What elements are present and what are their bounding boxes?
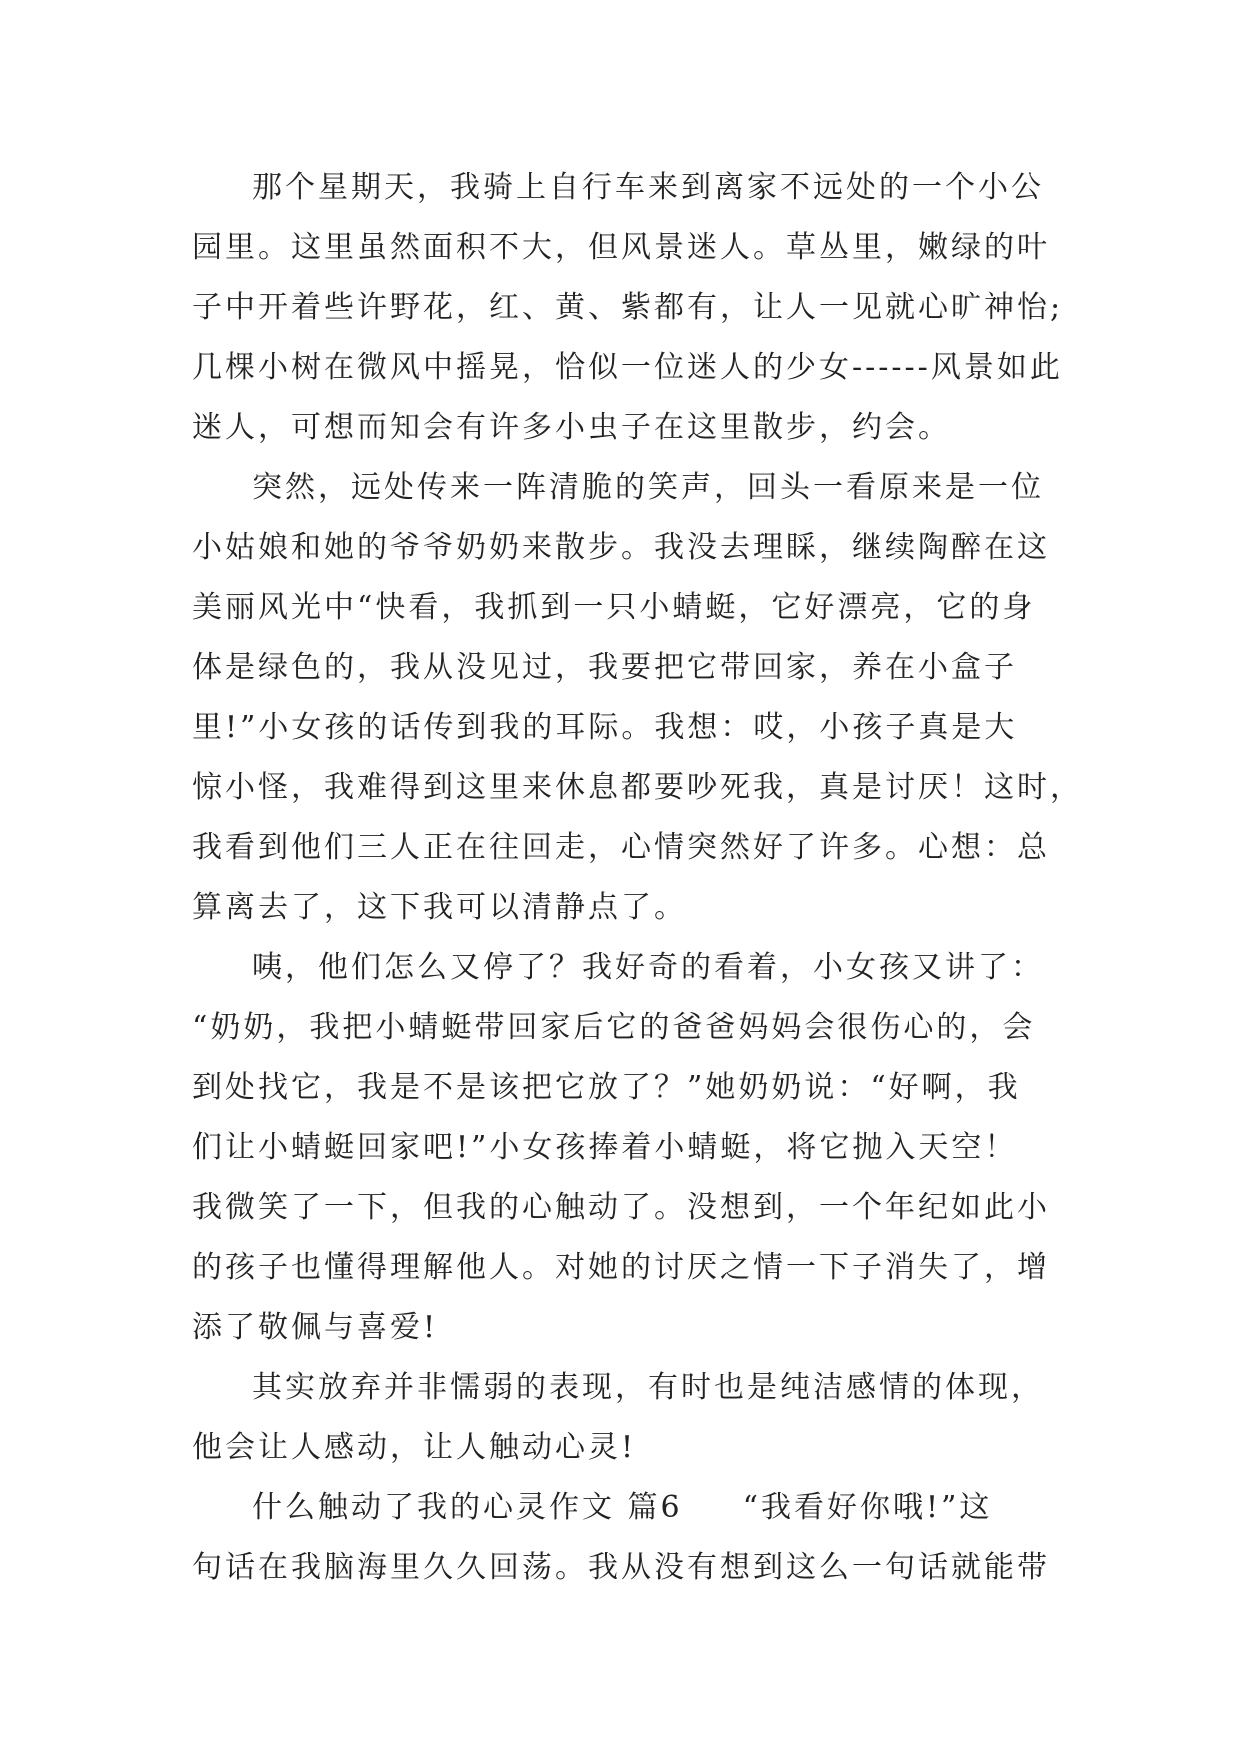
text-line: 们让小蜻蜓回家吧!”小女孩捧着小蜻蜓，将它抛入天空！	[192, 1130, 1018, 1165]
essay-body	[192, 158, 1083, 1598]
text-line: 算离去了，这下我可以清静点了。	[192, 890, 687, 925]
paragraph-3	[192, 938, 1062, 1358]
paragraph-5	[192, 1478, 1062, 1598]
text-line: 惊小怪，我难得到这里来休息都要吵死我，真是讨厌！这时，	[192, 770, 1083, 805]
text-line: 里!”小女孩的话传到我的耳际。我想：哎，小孩子真是大	[192, 710, 1018, 745]
text-line: “奶奶，我把小蜻蜓带回家后它的爸爸妈妈会很伤心的，会	[192, 1010, 1036, 1045]
text-line: 几棵小树在微风中摇晃，恰似一位迷人的少女------风景如此	[192, 350, 1063, 385]
text-line: 小姑娘和她的爷爷奶奶来散步。我没去理睬，继续陶醉在这	[192, 530, 1050, 565]
text-line: 到处找它，我是不是该把它放了？”她奶奶说：“好啊，我	[192, 1070, 1021, 1105]
text-line: 添了敬佩与喜爱!	[192, 1310, 439, 1345]
section-heading: 什么触动了我的心灵作文 篇6	[252, 1490, 683, 1525]
text-line: 我微笑了一下，但我的心触动了。没想到，一个年纪如此小	[192, 1190, 1050, 1225]
paragraph-1	[192, 158, 1062, 458]
text-line: 的孩子也懂得理解他人。对她的讨厌之情一下子消失了，增	[192, 1250, 1050, 1285]
paragraph-4	[192, 1358, 1062, 1478]
text-line: 园里。这里虽然面积不大，但风景迷人。草丛里，嫩绿的叶	[192, 230, 1050, 265]
text-line: 突然，远处传来一阵清脆的笑声，回头一看原来是一位	[252, 470, 1044, 505]
text-fragment: “我看好你哦!”这	[742, 1490, 993, 1525]
text-line: 迷人，可想而知会有许多小虫子在这里散步，约会。	[192, 410, 951, 445]
text-line: 咦，他们怎么又停了？我好奇的看着，小女孩又讲了：	[252, 950, 1044, 985]
text-line: 体是绿色的，我从没见过，我要把它带回家，养在小盒子	[192, 650, 1017, 685]
text-line: 美丽风光中“快看，我抓到一只小蜻蜓，它好漂亮，它的身	[192, 590, 1036, 625]
text-line: 我看到他们三人正在往回走，心情突然好了许多。心想：总	[192, 830, 1050, 865]
paragraph-2	[192, 458, 1083, 938]
text-line	[192, 1478, 1062, 1538]
text-line: 句话在我脑海里久久回荡。我从没有想到这么一句话就能带	[192, 1550, 1050, 1585]
text-line: 子中开着些许野花，红、黄、紫都有，让人一见就心旷神怡;	[192, 290, 1064, 325]
text-line: 那个星期天，我骑上自行车来到离家不远处的一个小公	[252, 170, 1044, 205]
text-line: 其实放弃并非懦弱的表现，有时也是纯洁感情的体现，	[252, 1370, 1044, 1405]
text-line: 他会让人感动，让人触动心灵!	[192, 1430, 637, 1465]
